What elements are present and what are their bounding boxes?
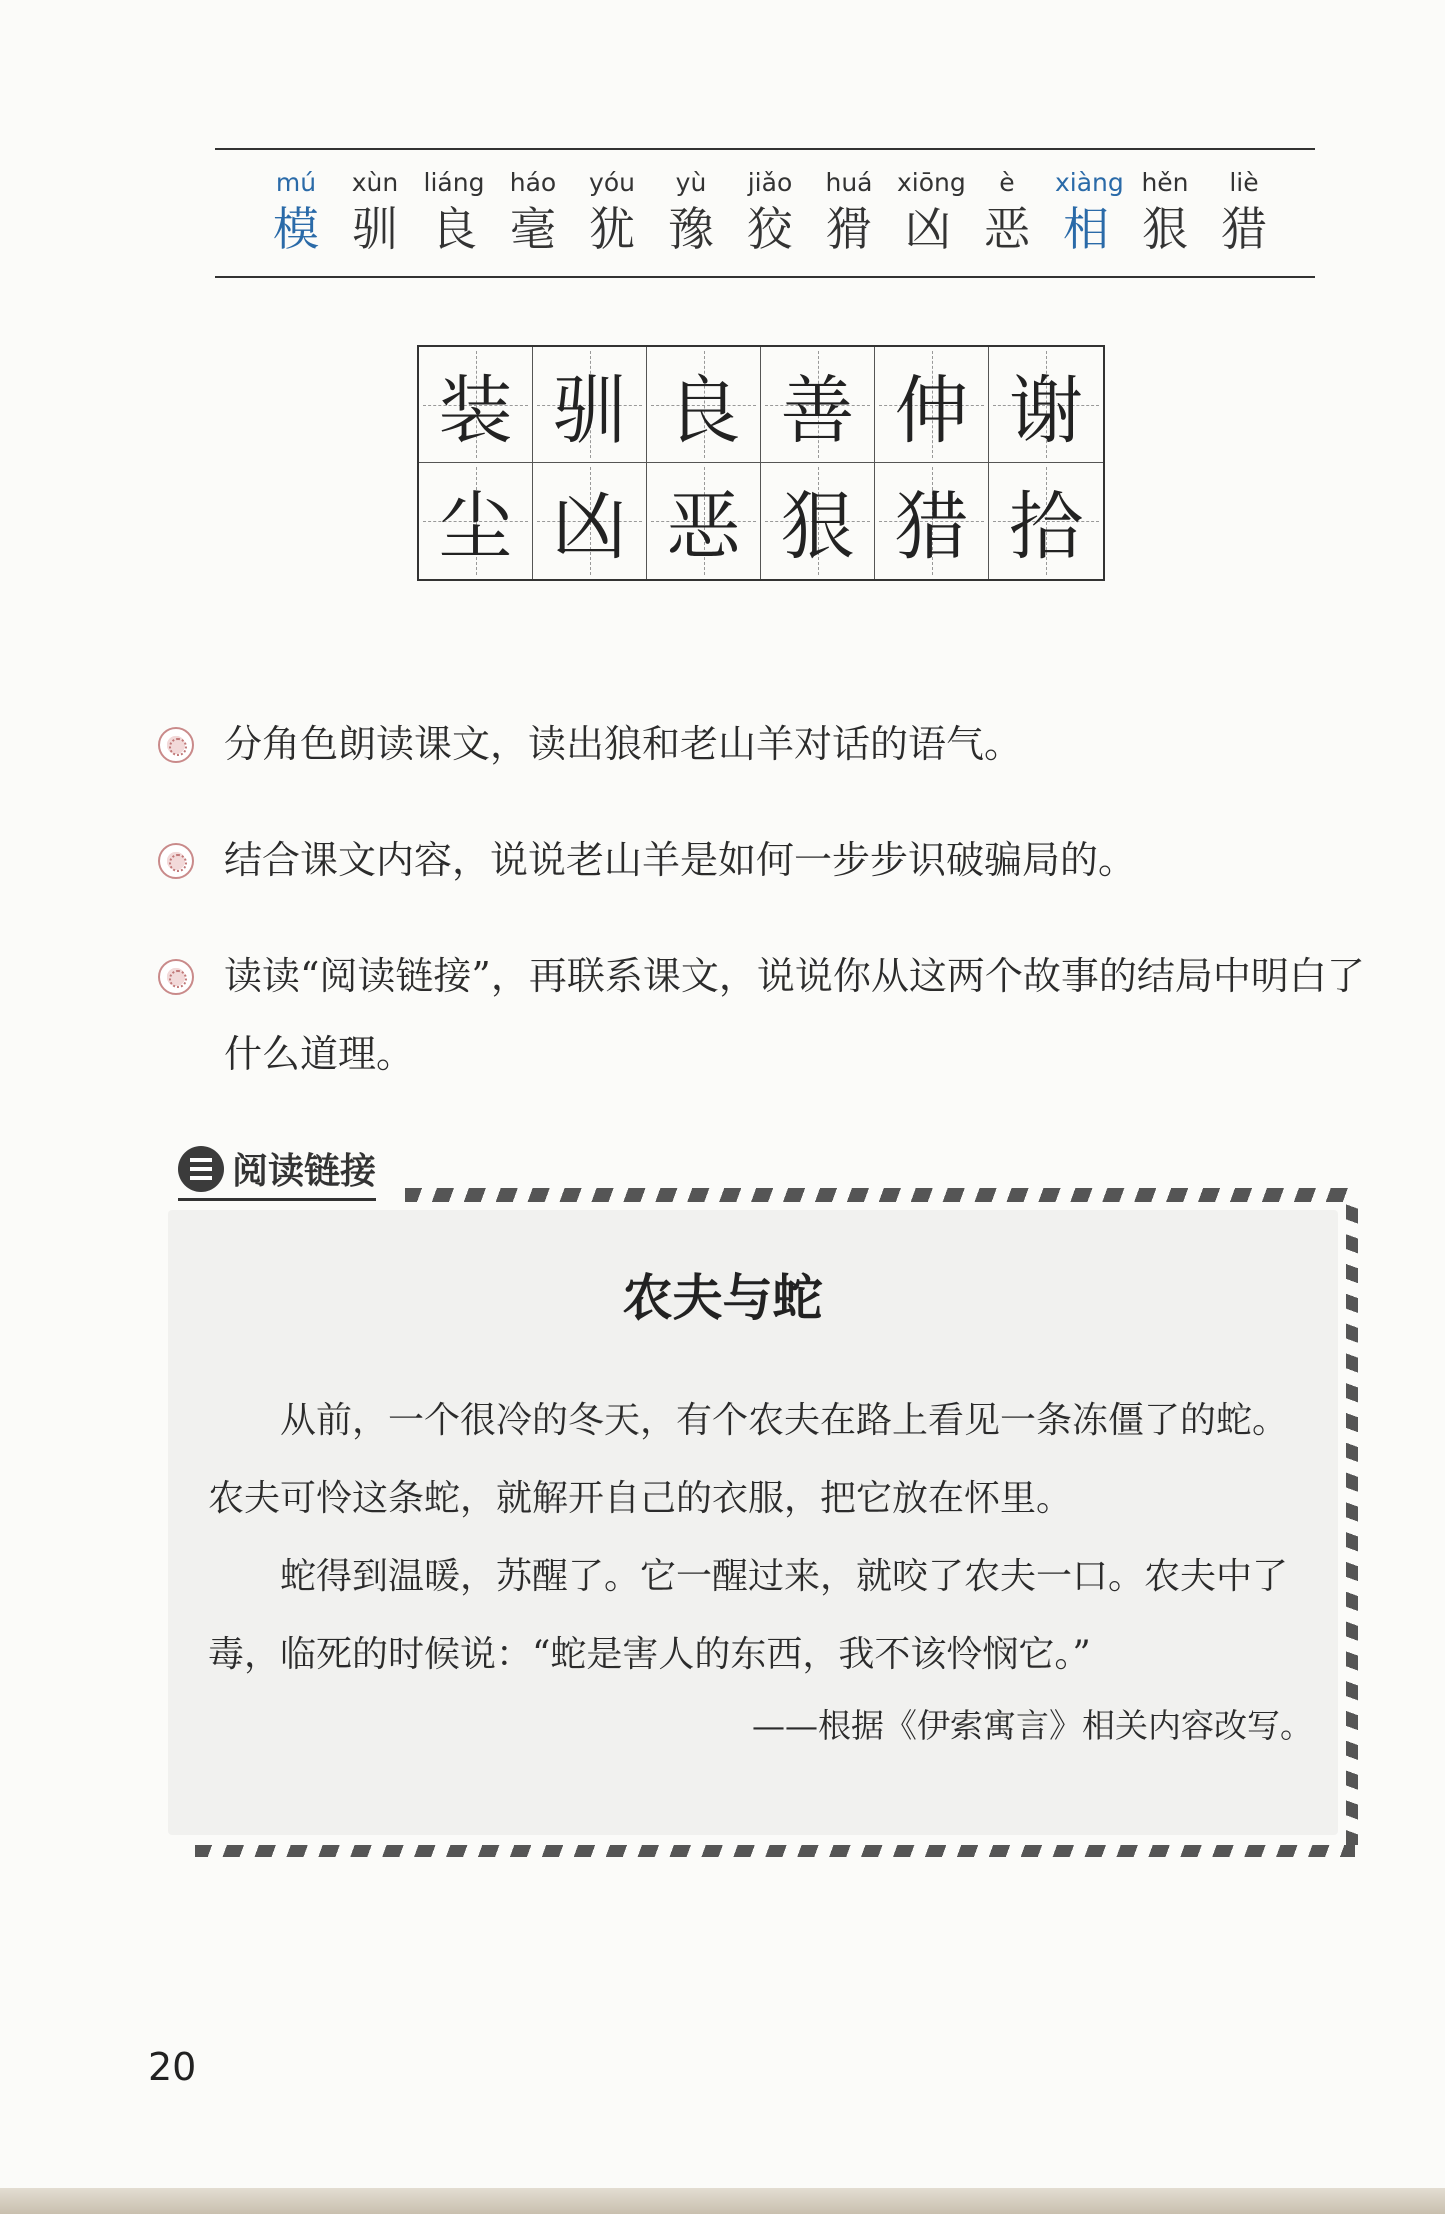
vocab-item (1055, 166, 1124, 258)
question-item (158, 705, 1378, 783)
grid-cell (647, 463, 761, 579)
grid-character: 善 (780, 367, 855, 454)
vocab-character: 犹 (589, 202, 635, 256)
story-paragraph: 蛇得到温暖，苏醒了。它一醒过来，就咬了农夫一口。农夫中了毒，临死的时候说：“蛇是害人的东西，我不该怜悯它。” (208, 1556, 1289, 1675)
grid-cell (647, 347, 761, 463)
grid-character: 伸 (894, 367, 969, 454)
vocab-pinyin: xiōng (897, 168, 966, 197)
vocab-character: 猎 (1221, 202, 1267, 256)
vocab-pinyin: yù (675, 168, 707, 197)
grid-character: 尘 (438, 484, 513, 570)
vocab-item (660, 166, 722, 258)
grid-cell (533, 463, 647, 579)
page-bottom-edge (0, 2188, 1445, 2214)
book-icon (178, 1146, 224, 1192)
vocab-character: 驯 (352, 202, 398, 256)
reading-link-header (178, 1143, 376, 1201)
vocab-pinyin: xùn (351, 168, 399, 197)
reading-link-title: 阅读链接 (232, 1151, 377, 1192)
question-item (158, 821, 1378, 899)
vocab-item (739, 166, 801, 258)
vocab-pinyin: è (999, 168, 1015, 197)
story-body (208, 1382, 1313, 1694)
vocab-pinyin: háo (509, 168, 557, 197)
vocab-character: 良 (431, 202, 477, 256)
grid-character: 狠 (780, 484, 855, 570)
story-source: ——根据《伊索寓言》相关内容改写。 (752, 1706, 1313, 1745)
vocab-character: 狡 (747, 202, 793, 256)
vocab-item (581, 166, 643, 258)
question-text: 结合课文内容，说说老山羊是如何一步步识破骗局的。 (224, 838, 1137, 882)
vocab-pinyin: liè (1229, 168, 1259, 197)
vocab-item (1213, 166, 1275, 258)
vocab-pinyin: huá (825, 168, 873, 197)
dashed-border-bottom (195, 1845, 1355, 1857)
grid-cell (761, 347, 875, 463)
flower-bullet-icon (158, 843, 194, 879)
vocab-item (818, 166, 880, 258)
grid-character: 拾 (1009, 484, 1083, 570)
vocab-character: 模 (273, 202, 319, 256)
vocabulary-row (265, 166, 1275, 258)
story-title: 农夫与蛇 (622, 1269, 823, 1327)
story-paragraph: 从前，一个很冷的冬天，有个农夫在路上看见一条冻僵了的蛇。农夫可怜这条蛇，就解开自己的衣服，把它放在怀里。 (208, 1400, 1289, 1519)
question-text: 读读“阅读链接”，再联系课文，说说你从这两个故事的结局中明白了什么道理。 (224, 954, 1365, 1076)
grid-character: 驯 (552, 367, 627, 454)
vocab-item (976, 166, 1038, 258)
grid-character: 猎 (894, 484, 969, 570)
vocab-pinyin: xiàng (1055, 168, 1124, 197)
grid-character: 凶 (552, 484, 627, 570)
vocab-item (265, 166, 327, 258)
grid-character: 装 (438, 367, 513, 454)
vocab-pinyin: jiǎo (747, 168, 793, 197)
writing-grid (417, 345, 1105, 581)
grid-cell (761, 463, 875, 579)
vocab-pinyin: yóu (589, 168, 635, 197)
grid-cell (875, 347, 989, 463)
question-text: 分角色朗读课文，读出狼和老山羊对话的语气。 (224, 722, 1023, 766)
vocab-character: 猾 (826, 202, 872, 256)
dashed-border-top (405, 1188, 1355, 1202)
vocab-item (897, 166, 966, 258)
page-number: 20 (148, 2045, 197, 2089)
vocab-character: 狠 (1142, 202, 1188, 256)
grid-character: 良 (666, 367, 741, 454)
vocab-item (1134, 166, 1196, 258)
vocab-character: 豫 (668, 202, 714, 256)
vocab-pinyin: mú (275, 168, 317, 197)
vocab-character: 毫 (510, 202, 556, 256)
vocab-pinyin: liáng (423, 168, 485, 197)
grid-cell (875, 463, 989, 579)
question-list (158, 705, 1378, 1131)
vocab-character: 相 (1063, 202, 1109, 256)
grid-cell (989, 463, 1103, 579)
vocabulary-strip (215, 148, 1315, 278)
grid-cell (419, 347, 533, 463)
grid-cell (989, 347, 1103, 463)
vocab-character: 凶 (905, 202, 951, 256)
grid-cell (419, 463, 533, 579)
vocab-item (344, 166, 406, 258)
flower-bullet-icon (158, 959, 194, 995)
vocab-item (423, 166, 485, 258)
grid-cell (533, 347, 647, 463)
vocab-character: 恶 (984, 202, 1030, 256)
vocab-item (502, 166, 564, 258)
grid-character: 谢 (1009, 367, 1083, 454)
grid-character: 恶 (666, 484, 741, 570)
question-item (158, 937, 1378, 1093)
vocab-pinyin: hěn (1141, 168, 1189, 197)
flower-bullet-icon (158, 727, 194, 763)
